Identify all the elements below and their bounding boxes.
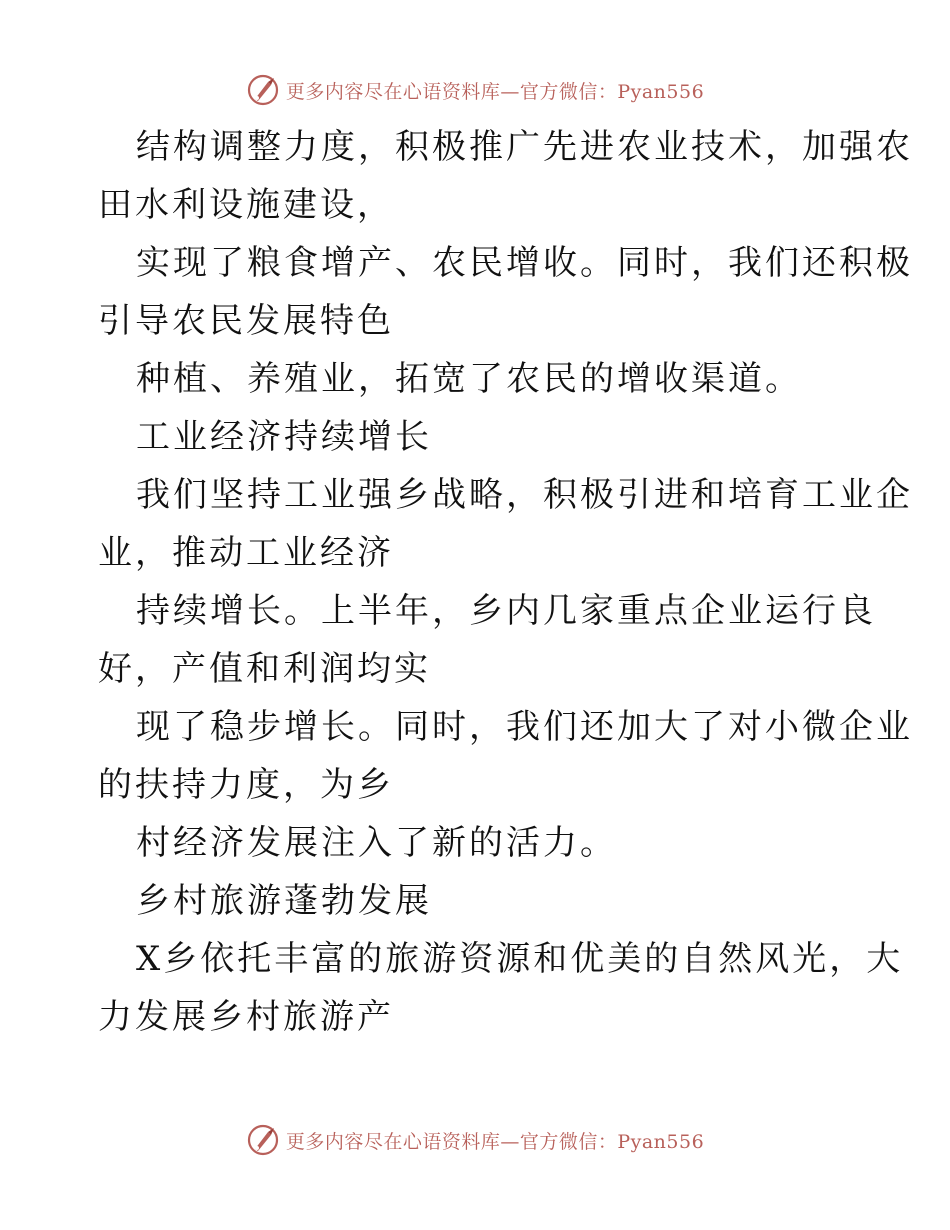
quill-pen-logo-icon <box>246 73 280 107</box>
body-line: 引导农民发展特色 <box>98 301 394 341</box>
body-line: 持续增长。上半年，乡内几家重点企业运行良 <box>136 591 876 631</box>
body-line: 实现了粮食增产、农民增收。同时，我们还积极 <box>136 243 913 283</box>
section-heading: 工业经济持续增长 <box>136 417 432 457</box>
quill-pen-logo-icon <box>246 1123 280 1157</box>
body-line: 种植、养殖业，拓宽了农民的增收渠道。 <box>136 359 802 399</box>
body-line: 业，推动工业经济 <box>98 533 394 573</box>
body-line: 的扶持力度，为乡 <box>98 765 394 805</box>
header-banner-text: 更多内容尽在心语资料库—官方微信：Pyan556 <box>285 80 705 103</box>
document-body <box>98 118 913 1046</box>
footer-banner <box>0 1120 950 1160</box>
body-line: 结构调整力度，积极推广先进农业技术，加强农 <box>136 127 913 167</box>
section-heading: 乡村旅游蓬勃发展 <box>136 881 432 921</box>
header-banner <box>0 70 950 110</box>
body-line: 现了稳步增长。同时，我们还加大了对小微企业 <box>136 707 913 747</box>
body-line: 田水利设施建设， <box>98 185 394 225</box>
body-line: X乡依托丰富的旅游资源和优美的自然风光，大 <box>136 939 904 979</box>
body-line: 力发展乡村旅游产 <box>98 997 394 1037</box>
header-banner-content[interactable] <box>246 73 704 107</box>
body-line: 我们坚持工业强乡战略，积极引进和培育工业企 <box>136 475 913 515</box>
body-line: 村经济发展注入了新的活力。 <box>136 823 617 863</box>
footer-banner-content[interactable] <box>246 1123 704 1157</box>
body-line: 好，产值和利润均实 <box>98 649 431 689</box>
footer-banner-text: 更多内容尽在心语资料库—官方微信：Pyan556 <box>285 1130 705 1153</box>
